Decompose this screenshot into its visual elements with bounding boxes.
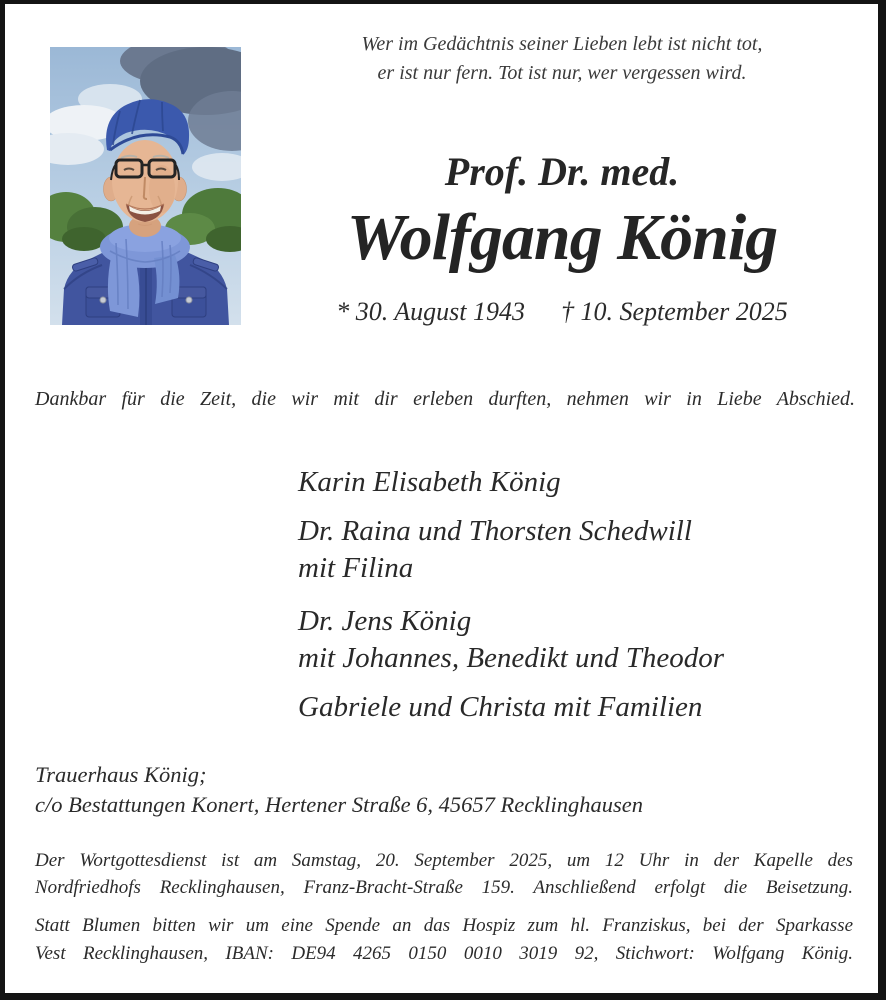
service-line-1: Der Wortgottesdienst ist am Samstag, 20. September 2025, um 12 Uhr in der Kapelle des xyxy=(35,850,853,871)
epigraph-line-1: Wer im Gedächtnis seiner Lieben lebt ist nicht tot, xyxy=(361,33,763,55)
mourner-group xyxy=(298,689,724,726)
donation-info xyxy=(35,912,853,968)
mourner-line: mit Johannes, Benedikt und Theodor xyxy=(298,642,725,674)
portrait-photo xyxy=(50,47,241,325)
funeral-home-block xyxy=(35,760,643,820)
deceased-name: Wolfgang König xyxy=(346,201,778,274)
epigraph-line-2: er ist nur fern. Tot ist nur, wer vergessen wird. xyxy=(377,62,747,84)
farewell-sentence: Dankbar für die Zeit, die wir mit dir erleben durften, nehmen wir in Liebe Abschied. xyxy=(35,388,855,410)
mourner-line: Dr. Raina und Thorsten Schedwill xyxy=(298,515,692,547)
mourner-group xyxy=(298,513,724,587)
frame-bottom xyxy=(0,993,886,1000)
mourner-group xyxy=(298,603,724,677)
academic-title: Prof. Dr. med. xyxy=(444,149,680,194)
mourner-group xyxy=(298,464,724,501)
funeral-home-address: c/o Bestattungen Konert, Hertener Straße 6, 45657 Recklinghausen xyxy=(35,792,644,817)
death-date: † 10. September 2025 xyxy=(561,297,788,326)
epigraph xyxy=(254,30,870,88)
mourner-line: Dr. Jens König xyxy=(298,605,472,637)
service-line-2: Nordfriedhofs Recklinghausen, Franz-Bracht-Straße 159. Anschließend erfolgt die Beisetzung. xyxy=(35,877,853,898)
service-info xyxy=(35,847,853,901)
mourner-line: Gabriele und Christa mit Familien xyxy=(298,691,703,723)
mourners-list xyxy=(298,464,724,726)
frame-left xyxy=(0,0,5,1000)
mourner-line: Karin Elisabeth König xyxy=(298,466,561,498)
mourner-line: mit Filina xyxy=(298,552,414,584)
donation-line-2: Vest Recklinghausen, IBAN: DE94 4265 0150 0010 3019 92, Stichwort: Wolfgang König. xyxy=(35,943,853,964)
life-dates xyxy=(254,292,870,332)
funeral-home-name: Trauerhaus König; xyxy=(35,762,207,787)
frame-top xyxy=(0,0,886,4)
donation-line-1: Statt Blumen bitten wir um eine Spende an das Hospiz zum hl. Franziskus, bei der Sparkasse xyxy=(35,915,853,936)
frame-right xyxy=(878,0,886,1000)
birth-date: * 30. August 1943 xyxy=(336,297,525,326)
